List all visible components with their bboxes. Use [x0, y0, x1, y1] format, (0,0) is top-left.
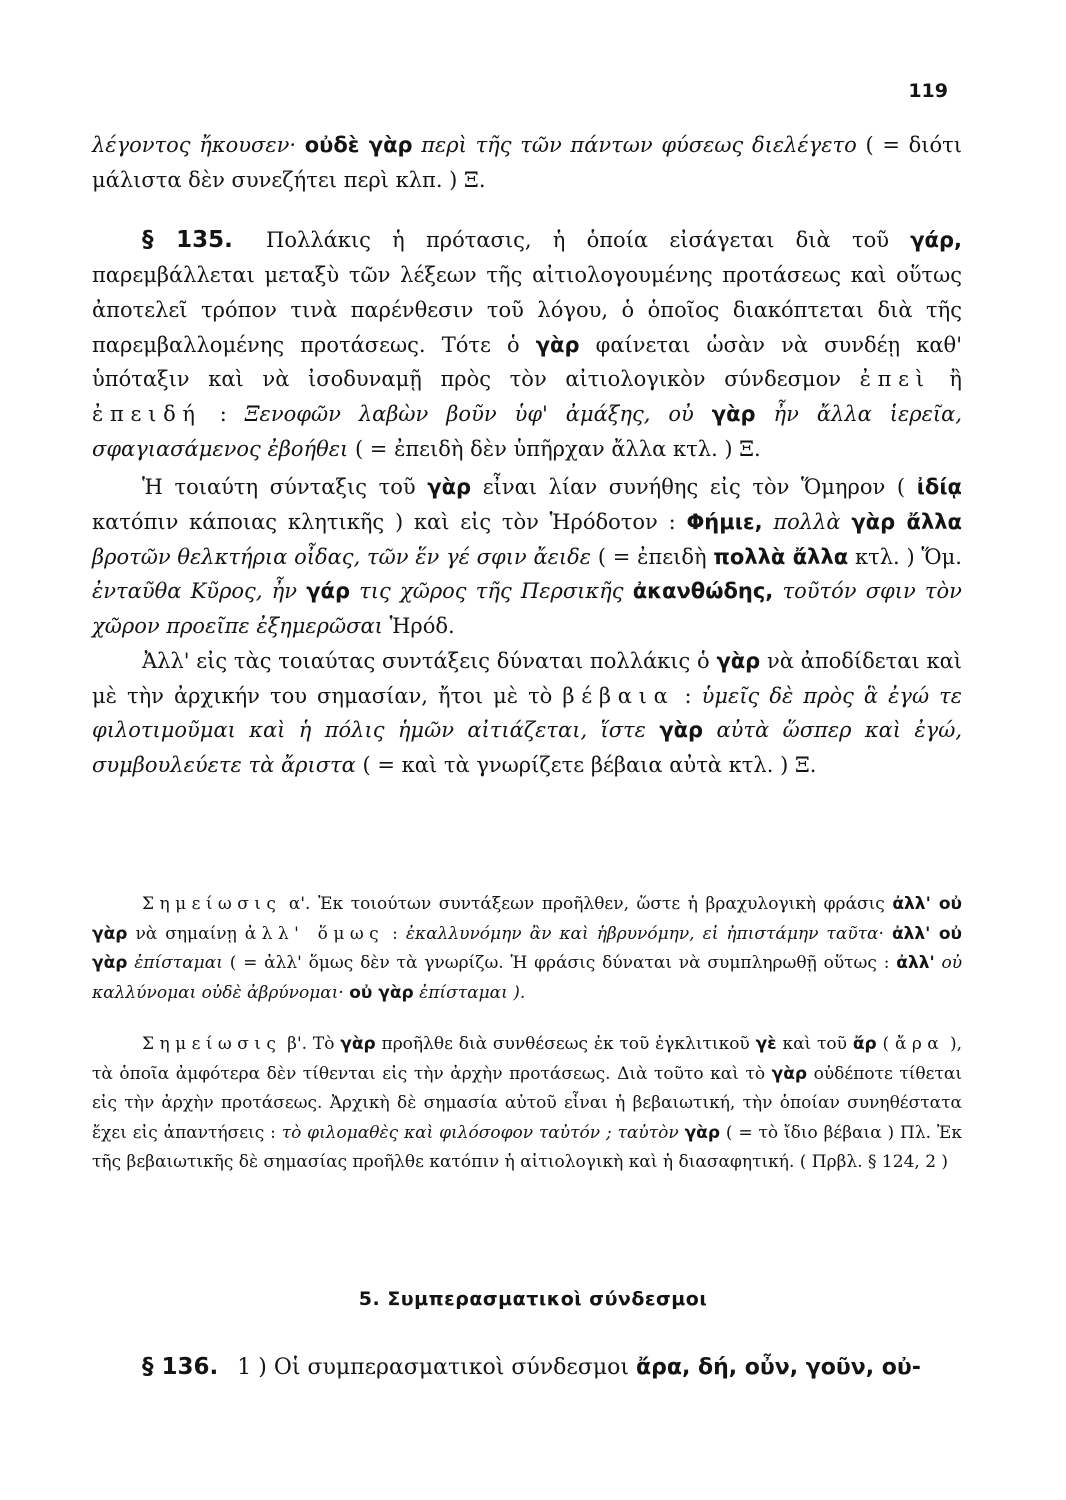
quote-text: αὐτὰ ὥσπερ καὶ ἐγώ, συμβουλεύετε τὰ ἄριστα	[92, 718, 962, 777]
spaced-word: ἀλλ' ὅμως	[244, 923, 385, 944]
keyword: ἀλλ'	[896, 953, 935, 973]
keyword: γὰρ	[427, 475, 472, 500]
paragraph-text: Ἡ τοιαύτη σύνταξις τοῦ	[142, 475, 416, 500]
keyword: πολλὰ ἄλλα	[713, 544, 849, 569]
keyword: γὰρ	[716, 648, 761, 673]
paragraph-135	[92, 223, 962, 466]
note-beta	[92, 1030, 962, 1178]
paragraph-text: Πολλάκις ἡ πρότασις, ἡ ὁποία εἰσάγεται διὰ τοῦ	[266, 228, 889, 253]
page-number: 119	[908, 80, 948, 102]
quote-text: ἐπίσταμαι ).	[419, 982, 526, 1003]
note-label: Σημείωσις	[142, 894, 282, 914]
subsection-heading: 5. Συμπερασματικοὶ σύνδεσμοι	[358, 1288, 708, 1310]
keyword: ἀλλ' οὐ γὰρ	[92, 923, 963, 973]
note-alpha	[92, 890, 962, 1008]
keyword: γὰρ	[771, 1063, 808, 1084]
note-text: οὐδέποτε τίθεται εἰς τὴν ἀρχὴν προτάσεως. Ἀρχικὴ δὲ σημασία αὐτοῦ εἶναι ἡ βεβαιωτική, τὴν ὁποίαν συνηθέστατα ἔχει εἰς ἀπαντήσεις :	[92, 1063, 963, 1143]
quote-text: τοῦτόν σφιν τὸν χῶρον προεῖπε ἐξημερῶσαι	[92, 579, 962, 639]
translation: ( = ἐπειδὴ	[597, 544, 707, 569]
note-label: Σημείωσις	[142, 1034, 282, 1054]
paragraph-homer	[92, 470, 962, 644]
note-text: ( = τὸ ἴδιο βέβαια ) Πλ. Ἐκ τῆς βεβαιωτικῆς δὲ σημασίας προῆλθε κατόπιν ἡ αἰτιολογικὴ καὶ ἡ διασαφητική. ( Πρβλ. § 124, 2 )	[92, 1122, 963, 1172]
section-number: § 135.	[142, 227, 233, 254]
note-text: προῆλθε διὰ συνθέσεως ἐκ τοῦ ἐγκλιτικοῦ	[381, 1034, 750, 1054]
paragraph-text: :	[219, 401, 227, 426]
note-text: νὰ σημαίνῃ	[135, 923, 237, 944]
text-block-136	[92, 1350, 962, 1386]
quote-text: ἐκαλλυνόμην ἂν καὶ ἡβρυνόμην, εἰ ἠπιστάμην ταῦτα·	[405, 923, 884, 944]
quote-text: ἐπίσταμαι	[134, 953, 223, 973]
note-text: Τὸ	[312, 1034, 335, 1054]
note-text: καὶ τοῦ	[782, 1034, 847, 1054]
text-block-main	[92, 128, 962, 783]
keyword: Φήμιε,	[686, 510, 763, 535]
paragraph-text: Ἀλλ' εἰς τὰς τοιαύτας συντάξεις δύναται πολλάκις ὁ	[142, 648, 710, 673]
quote-text: περὶ τῆς τῶν πάντων φύσεως διελέγετο	[421, 133, 857, 157]
keyword: γὰρ ἄλλα	[851, 510, 962, 535]
intro-paragraph	[92, 128, 962, 197]
translation: ( = διότι μάλιστα δὲν συνεζήτει περὶ κλπ. ) Ξ.	[92, 133, 962, 192]
keyword: γὰρ	[340, 1034, 376, 1054]
keyword: ἰδίᾳ	[916, 475, 962, 500]
quote-text: ὑμεῖς δὲ πρὸς ἃ ἐγώ τε φιλοτιμοῦμαι καὶ ἡ πόλις ἡμῶν αἰτιάζεται, ἵστε	[92, 683, 962, 743]
keyword: γὰρ	[711, 401, 756, 426]
quote-text: τὸ φιλομαθὲς καὶ φιλόσοφον ταὐτόν ; ταὐτὸν	[281, 1122, 679, 1143]
keyword: γάρ	[306, 579, 350, 604]
note-text: ), τὰ ὁποῖα ἀμφότερα δὲν τίθενται εἰς τὴν ἀρχὴν προτάσεως. Διὰ τοῦτο καὶ τὸ	[92, 1034, 963, 1084]
quote-text: λέγοντος ἤκουσεν·	[92, 133, 297, 157]
keyword: γὰρ	[535, 332, 580, 357]
paragraph-text: κατόπιν κάποιας κλητικῆς ) καὶ εἰς τὸν Ἡρόδοτον :	[92, 510, 676, 535]
translation: ( = καὶ τὰ γνωρίζετε βέβαια αὐτὰ κτλ. ) Ξ.	[362, 752, 817, 777]
quote-text: ἐνταῦθα Κῦρος, ἦν	[92, 579, 298, 604]
paragraph-text: εἶναι λίαν συνήθης εἰς τὸν Ὅμηρον (	[482, 475, 906, 500]
quote-text: τις χῶρος τῆς Περσικῆς	[359, 579, 624, 604]
translation: κτλ. ) Ὅμ.	[854, 544, 962, 569]
keyword: γὲ	[755, 1034, 777, 1054]
spaced-word: ἐπεὶ	[859, 367, 931, 392]
paragraph-alla	[92, 644, 962, 783]
quote-text: ἦν ἄλλα ἱερεῖα, σφαγιασάμενος ἐβοήθει	[92, 401, 962, 461]
spaced-word: βέβαια	[562, 683, 675, 708]
note-text: (	[882, 1034, 890, 1054]
paragraph-text: ἢ	[949, 367, 962, 392]
quote-text: πολλὰ	[773, 510, 841, 535]
text-block-notes	[92, 890, 962, 1178]
paragraph-text: νὰ ἀποδίδεται καὶ μὲ τὴν ἀρχικήν του σημασίαν, ἤτοι μὲ τὸ	[92, 648, 962, 708]
note-number: α'.	[288, 894, 311, 914]
keyword: ἄρ	[852, 1034, 877, 1054]
translation: ( = ἐπειδὴ δὲν ὑπῆρχαν ἄλλα κτλ. ) Ξ.	[354, 436, 761, 461]
paragraph-text: φαίνεται ὡσὰν νὰ συνδέῃ καθ' ὑπόταξιν καὶ νὰ ἰσοδυναμῇ πρὸς τὸν αἰτιολογικὸν σύνδεσμον	[92, 332, 962, 392]
quote-text: Ξενοφῶν λαβὼν βοῦν ὑφ' ἀμάξης, οὐ	[244, 401, 694, 426]
keyword: ἄρα, δή, οὖν, γοῦν, οὐ-	[636, 1355, 921, 1380]
spaced-word: ἐπειδή	[92, 401, 202, 426]
spaced-word: ἄρα	[894, 1034, 945, 1054]
keyword: ἀκανθώδης,	[632, 579, 774, 604]
source-abbrev: Ἡρόδ.	[389, 614, 455, 639]
keyword: οὐ γὰρ	[349, 982, 414, 1003]
note-text: :	[392, 923, 398, 944]
note-number: β'.	[287, 1034, 308, 1054]
paragraph-136	[92, 1350, 962, 1386]
paragraph-text: παρεμβάλλεται μεταξὺ τῶν λέξεων τῆς αἰτιολογουμένης προτάσεως καὶ οὕτως ἀποτελεῖ τρόπον τινὰ παρένθεσιν τοῦ λόγου, ὁ ὁποῖος διακόπτεται διὰ τῆς παρεμβαλλομένης προτάσεως. Τότε ὁ	[92, 263, 962, 357]
keyword: γὰρ	[684, 1122, 721, 1143]
section-number: § 136.	[142, 1354, 219, 1380]
quote-text: οὐ καλλύνομαι οὐδὲ ἀβρύνομαι·	[92, 953, 963, 1003]
paragraph-text: :	[684, 683, 692, 708]
note-text: ( = ἀλλ' ὅμως δὲν τὰ γνωρίζω. Ἡ φράσις δύναται νὰ συμπληρωθῇ οὕτως :	[229, 953, 890, 973]
paragraph-text: 1 ) Οἱ συμπερασματικοὶ σύνδεσμοι	[237, 1355, 630, 1380]
keyword: γάρ,	[910, 228, 962, 253]
note-text: Ἐκ τοιούτων συντάξεων προῆλθεν, ὥστε ἡ βραχυλογικὴ φράσις	[318, 894, 885, 914]
quote-text: βροτῶν θελκτήρια οἶδας, τῶν ἕν γέ σφιν ἄειδε	[92, 544, 592, 569]
keyword: ἀλλ' οὐ γὰρ	[92, 894, 963, 944]
keyword: γὰρ	[659, 718, 704, 743]
keyword: οὐδὲ γὰρ	[304, 133, 413, 157]
